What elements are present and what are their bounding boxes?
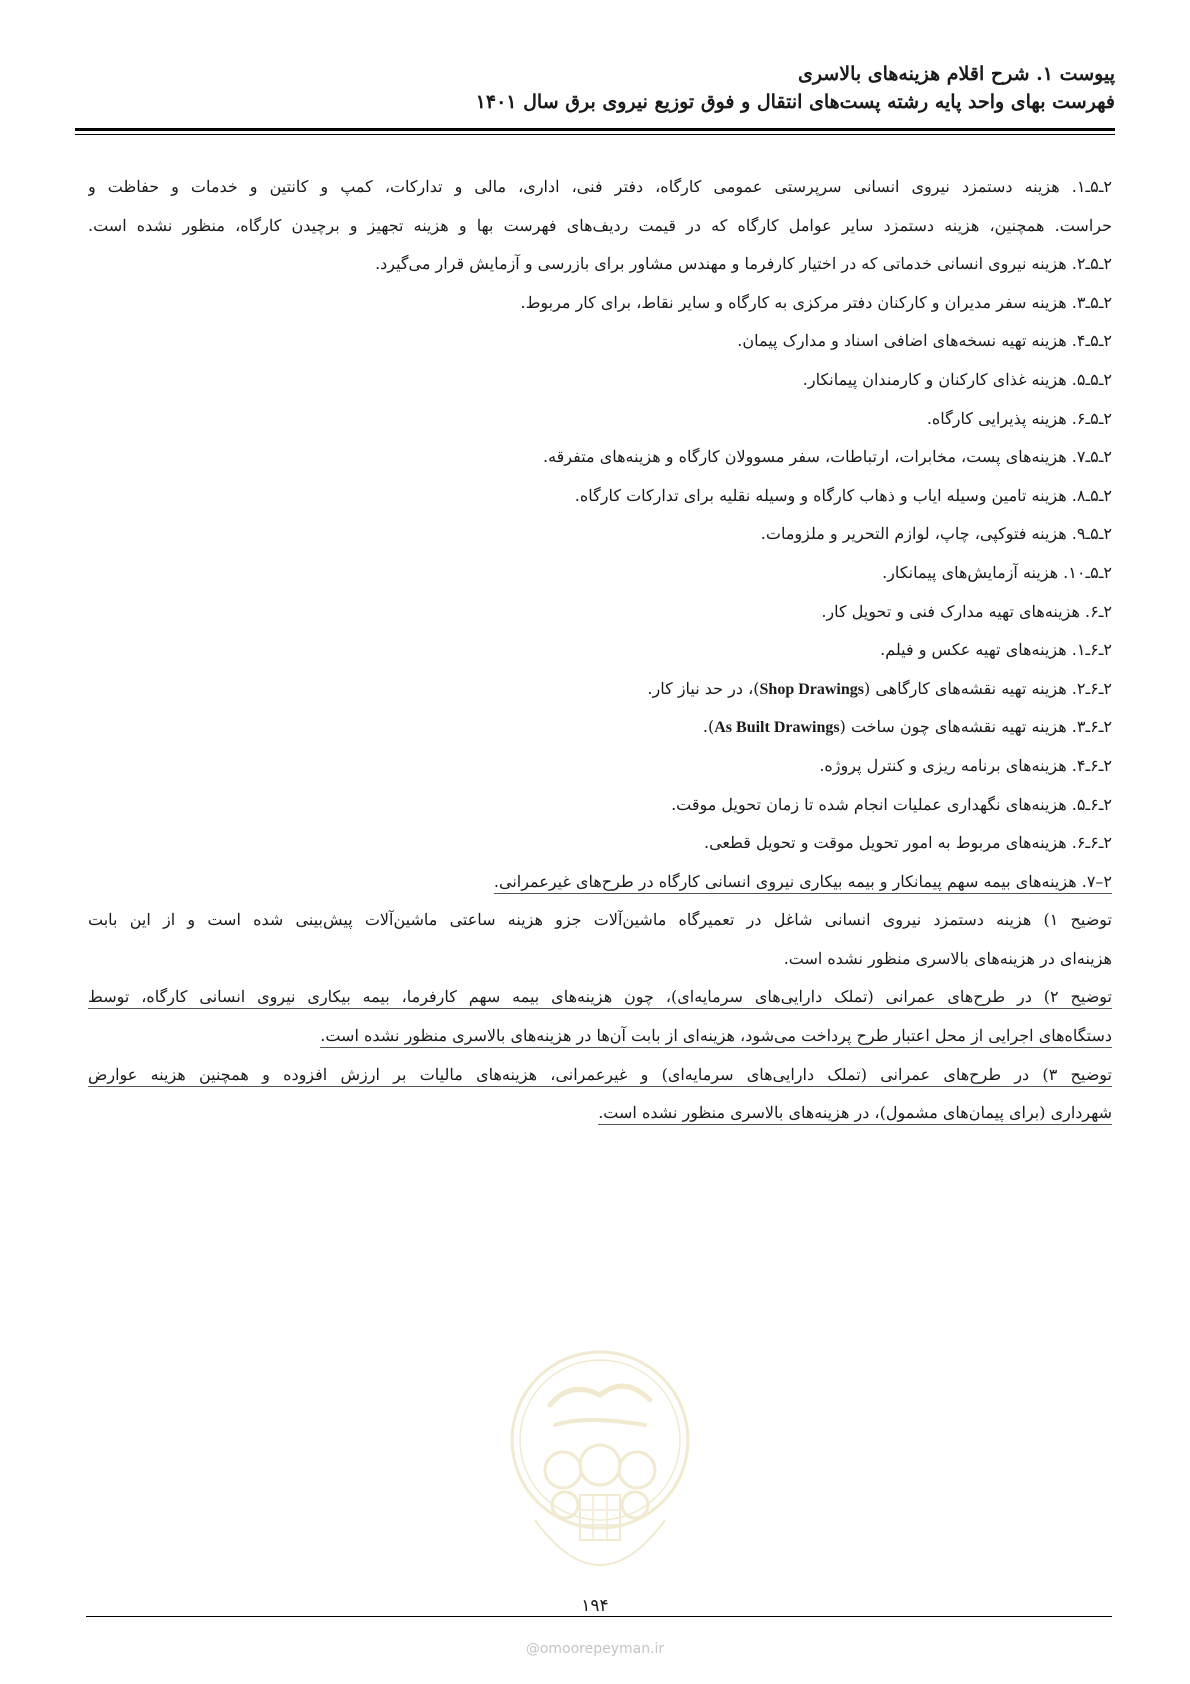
text-line: ۲ـ۶ـ۱. هزینه‌های تهیه عکس و فیلم. <box>880 640 1112 660</box>
text-line: ۲ـ۵ـ۹. هزینه فتوکپی، چاپ، لوازم التحریر و ملزومات. <box>760 524 1112 544</box>
text-line-underlined <box>88 1017 1112 1056</box>
page-number: ۱۹۴ <box>581 1596 609 1616</box>
text-segment: دستگاه‌های اجرایی از محل اعتبار طرح پرداخت می‌شود، هزینه‌ای از بابت آن‌ها در هزینه‌های بالاسری منظور نشده است. <box>320 1026 1112 1048</box>
document-body <box>88 168 1112 1133</box>
header-rule-thick <box>75 128 1115 131</box>
text-line: هزینه‌ای در هزینه‌های بالاسری منظور نشده است. <box>783 948 1112 968</box>
text-segment: ۲ـ۶ـ۲. هزینه تهیه نقشه‌های کارگاهی ( <box>864 678 1112 698</box>
text-line: ۲ـ۵ـ۱۰. هزینه آزمایش‌های پیمانکار. <box>882 562 1112 582</box>
text-line-underlined <box>88 863 1112 902</box>
text-line: ۲ـ۵ـ۶. هزینه پذیرایی کارگاه. <box>926 408 1112 428</box>
text-line: ۲ـ۵ـ۳. هزینه سفر مدیران و کارکنان دفتر مرکزی به کارگاه و سایر نقاط، برای کار مربوط. <box>520 292 1112 312</box>
text-line: ۲ـ۵ـ۸. هزینه تامین وسیله ایاب و ذهاب کارگاه و وسیله نقلیه برای تدارکات کارگاه. <box>574 485 1112 505</box>
text-line-underlined <box>88 1094 1112 1133</box>
watermark-seal-icon <box>505 1345 695 1600</box>
text-line: ۲ـ۶ـ۵. هزینه‌های نگهداری عملیات انجام شده تا زمان تحویل موقت. <box>671 794 1112 814</box>
page-header <box>75 60 1115 116</box>
footer-rule <box>86 1616 1112 1617</box>
text-segment: توضیح ۳) در طرح‌های عمرانی (تملک دارایی‌های سرمایه‌ای) و غیرعمرانی، هزینه‌های مالیات بر ارزش افزوده و همچنین هزینه عوارض <box>88 1065 1112 1087</box>
text-segment: ۲–۷. هزینه‌های بیمه سهم پیمانکار و بیمه بیکاری نیروی انسانی کارگاه در طرح‌های غیرعمرانی. <box>494 872 1112 894</box>
text-line: ۲ـ۶ـ۶. هزینه‌های مربوط به امور تحویل موقت و تحویل قطعی. <box>704 833 1112 853</box>
text-segment: ۲ـ۶ـ۳. هزینه تهیه نقشه‌های چون ساخت ( <box>839 717 1112 737</box>
text-line: ۲ـ۶. هزینه‌های تهیه مدارک فنی و تحویل کار. <box>821 601 1112 621</box>
text-segment: . <box>702 717 708 737</box>
text-line: حراست. همچنین، هزینه دستمزد سایر عوامل کارگاه که در قیمت ردیف‌های فهرست بها و هزینه تجهیز و برچیدن کارگاه، منظور نشده است. <box>88 215 1112 235</box>
text-line: ۲ـ۵ـ۷. هزینه‌های پست، مخابرات، ارتباطات، سفر مسوولان کارگاه و هزینه‌های متفرقه. <box>542 447 1112 467</box>
text-segment: ) <box>708 717 715 737</box>
text-segment: ، در حد نیاز کار. <box>647 678 754 698</box>
header-title: پیوست ۱. شرح اقلام هزینه‌های بالاسری <box>797 63 1115 85</box>
text-line-underlined <box>88 1056 1112 1095</box>
text-line: ۲ـ۵ـ۲. هزینه نیروی انسانی خدماتی که در اختیار کارفرما و مهندس مشاور برای بازرسی و آزمایش قرار می‌گیرد. <box>375 254 1112 274</box>
text-segment: ) <box>753 678 760 698</box>
header-rule-thin <box>75 134 1115 135</box>
text-line-as-built <box>88 708 1112 747</box>
english-term: Shop Drawings <box>759 680 864 698</box>
text-segment: شهرداری (برای پیمان‌های مشمول)، در هزینه‌های بالاسری منظور نشده است. <box>598 1103 1112 1125</box>
text-line: ۲ـ۶ـ۴. هزینه‌های برنامه ریزی و کنترل پروژه. <box>819 755 1112 775</box>
text-segment: توضیح ۲) در طرح‌های عمرانی (تملک دارایی‌های سرمایه‌ای)، چون هزینه‌های بیمه سهم کارفرما، بیمه بیکاری نیروی انسانی کارگاه، توسط <box>88 987 1112 1009</box>
english-term: As Built Drawings <box>714 719 840 737</box>
text-line: توضیح ۱) هزینه دستمزد نیروی انسانی شاغل در تعمیرگاه ماشین‌آلات جزو هزینه ساعتی ماشین‌آلات پیش‌بینی شده است و از این بابت <box>88 910 1112 930</box>
text-line: ۲ـ۵ـ۱. هزینه دستمزد نیروی انسانی سرپرستی عمومی کارگاه، دفتر فنی، اداری، مالی و تدارکات، کمپ و کانتین و خدمات و حفاظت و <box>88 177 1112 196</box>
text-line: ۲ـ۵ـ۴. هزینه تهیه نسخه‌های اضافی اسناد و مدارک پیمان. <box>737 331 1112 351</box>
text-line-underlined <box>88 978 1112 1017</box>
header-subtitle: فهرست بهای واحد پایه رشته پست‌های انتقال و فوق توزیع نیروی برق سال ۱۴۰۱ <box>475 91 1115 113</box>
text-line: ۲ـ۵ـ۵. هزینه غذای کارکنان و کارمندان پیمانکار. <box>802 369 1112 389</box>
website-watermark: @omoorepeyman.ir <box>525 1641 665 1657</box>
text-line-shop-drawings <box>88 670 1112 709</box>
